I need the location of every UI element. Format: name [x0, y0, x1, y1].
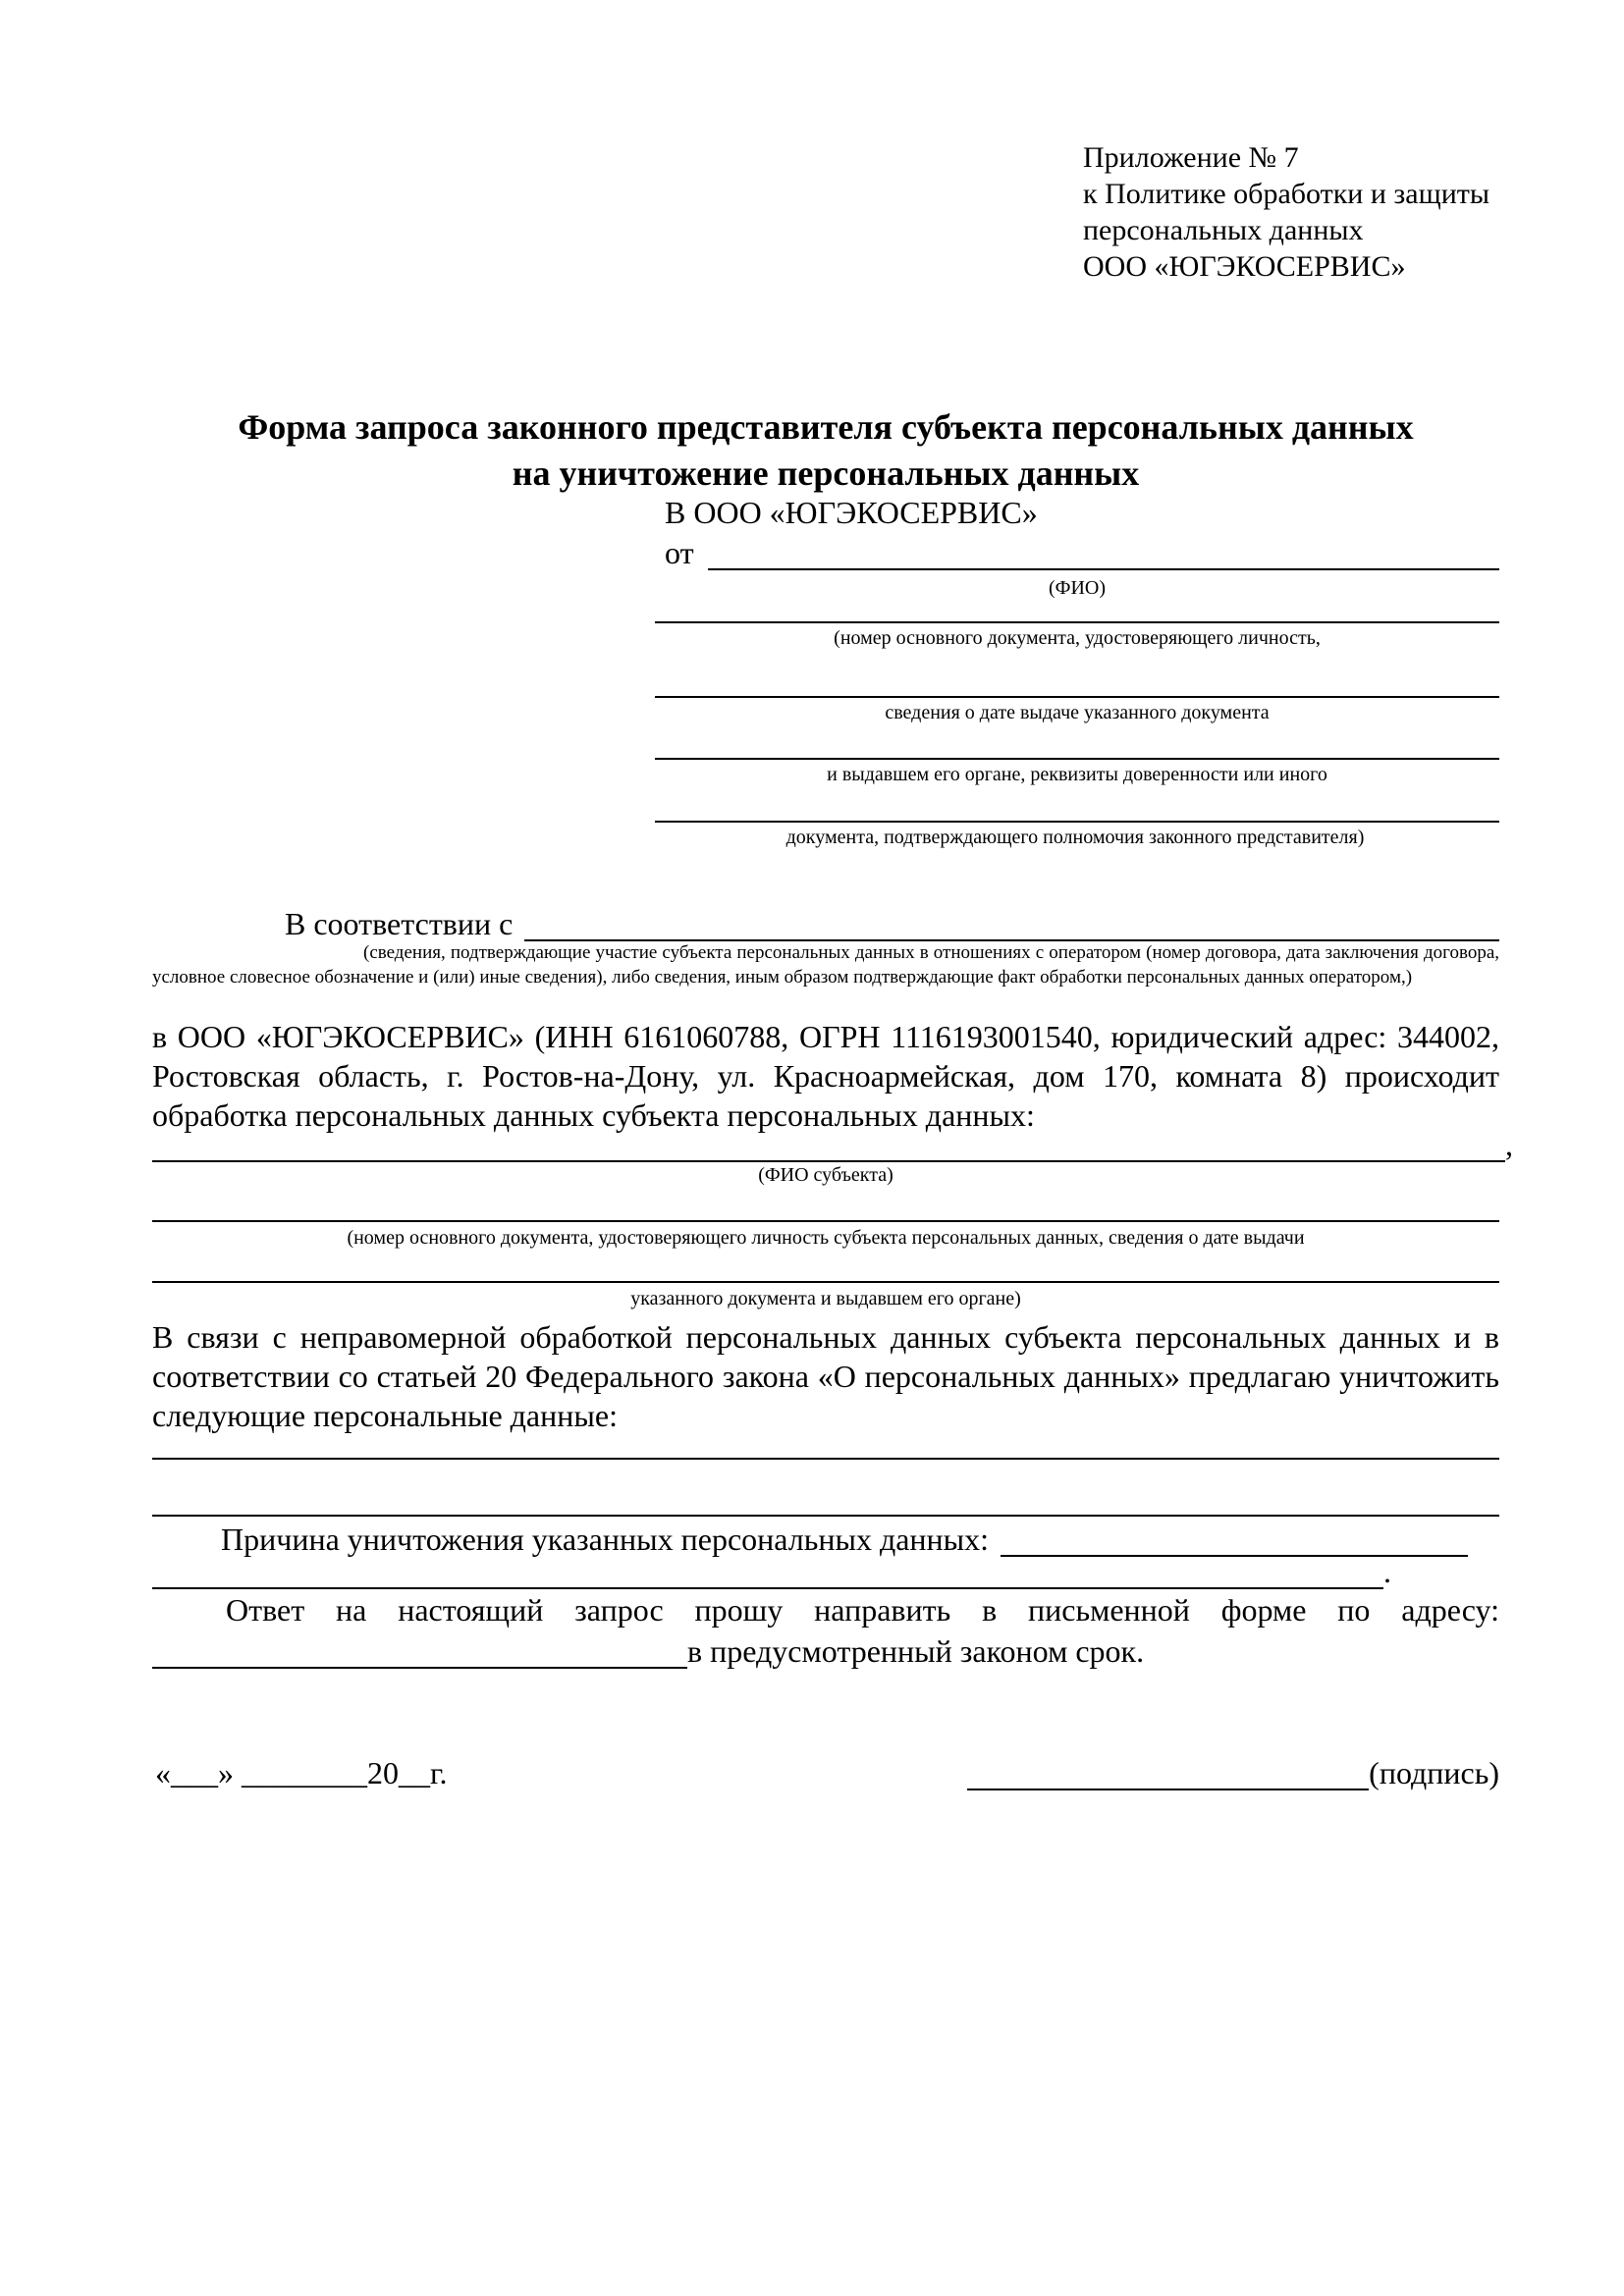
- reason-period: .: [1383, 1554, 1391, 1589]
- subject-fio-comma: ,: [1505, 1127, 1513, 1162]
- subject-fio-row: [152, 1125, 1513, 1164]
- signature-line[interactable]: [967, 1789, 1369, 1790]
- personal-data-line-2[interactable]: [152, 1515, 1499, 1517]
- date-field[interactable]: «___» ________20__г.: [155, 1755, 448, 1790]
- reason-continuation-line[interactable]: [152, 1587, 1383, 1589]
- representative-doc-line-4[interactable]: [655, 821, 1499, 823]
- operator-paragraph: в ООО «ЮГЭКОСЕРВИС» (ИНН 6161060788, ОГРН 1116193001540, юридический адрес: 344002, Ростовская область, г. Ростов-на-Дону, ул. Красноармейская, дом 170, комната 8) происходит обработка персональных данных субъекта персональных данных:: [152, 1019, 1499, 1133]
- subject-fio-caption: (ФИО субъекта): [758, 1164, 893, 1186]
- accordance-note: (сведения, подтверждающие участие субъекта персональных данных в отношениях с оператором (номер договора, дата заключения договора, условное словесное обозначение и (или) иные сведения), либо сведения, иным образом подтверждающие факт обработки персональных данных оператором,): [152, 942, 1499, 988]
- from-field-row: [665, 533, 1499, 572]
- representative-doc-caption-2: сведения о дате выдаче указанного документа: [885, 702, 1270, 723]
- answer-paragraph: Ответ на настоящий запрос прошу направить в письменной форме по адресу:: [226, 1592, 1499, 1628]
- destroy-paragraph: В связи с неправомерной обработкой персональных данных субъекта персональных данных и в соответствии со статьей 20 Федерального закона «О персональных данных» предлагаю уничтожить следующие персональные данные:: [152, 1319, 1499, 1433]
- from-label: от: [665, 535, 694, 570]
- representative-doc-line-3[interactable]: [655, 758, 1499, 760]
- subject-doc-line-1[interactable]: [152, 1220, 1499, 1222]
- appendix-header-line: Приложение № 7: [1083, 141, 1299, 174]
- form-title-line-2: на уничтожение персональных данных: [512, 454, 1140, 493]
- appendix-header-line: к Политике обработки и защиты: [1083, 178, 1490, 210]
- signature-row: [967, 1753, 1499, 1792]
- representative-doc-caption-4: документа, подтверждающего полномочия законного представителя): [785, 827, 1365, 848]
- representative-doc-line-2[interactable]: [655, 696, 1499, 698]
- accordance-label: В соответствии с: [285, 906, 514, 941]
- from-field-line[interactable]: [708, 568, 1499, 570]
- subject-doc-line-2[interactable]: [152, 1281, 1499, 1283]
- fio-caption: (ФИО): [1048, 577, 1106, 599]
- accordance-row: [152, 904, 1499, 943]
- representative-doc-caption-1: (номер основного документа, удостоверяющего личность,: [834, 627, 1321, 649]
- personal-data-line-1[interactable]: [152, 1458, 1499, 1460]
- answer-suffix: в предусмотренный законом срок.: [687, 1633, 1145, 1669]
- subject-doc-caption-2: указанного документа и выдавшем его органе): [630, 1288, 1021, 1309]
- subject-doc-caption-1: (номер основного документа, удостоверяющего личность субъекта персональных данных, сведения о дате выдачи: [347, 1227, 1305, 1249]
- address-field-line[interactable]: [152, 1667, 687, 1669]
- representative-doc-line-1[interactable]: [655, 621, 1499, 623]
- subject-fio-line[interactable]: [152, 1160, 1505, 1162]
- reason-continuation-row: [152, 1552, 1391, 1591]
- form-title-line-1: Форма запроса законного представителя субъекта персональных данных: [238, 407, 1414, 447]
- representative-doc-caption-3: и выдавшем его органе, реквизиты доверенности или иного: [827, 764, 1327, 785]
- appendix-header-line: ООО «ЮГЭКОСЕРВИС»: [1083, 250, 1406, 283]
- appendix-header: [1083, 139, 1515, 285]
- addressee-org: В ООО «ЮГЭКОСЕРВИС»: [665, 495, 1038, 530]
- address-row: [152, 1631, 1499, 1671]
- reason-label: Причина уничтожения указанных персональных данных:: [221, 1522, 990, 1557]
- signature-caption: (подпись): [1369, 1755, 1499, 1790]
- appendix-header-line: персональных данных: [1083, 214, 1364, 246]
